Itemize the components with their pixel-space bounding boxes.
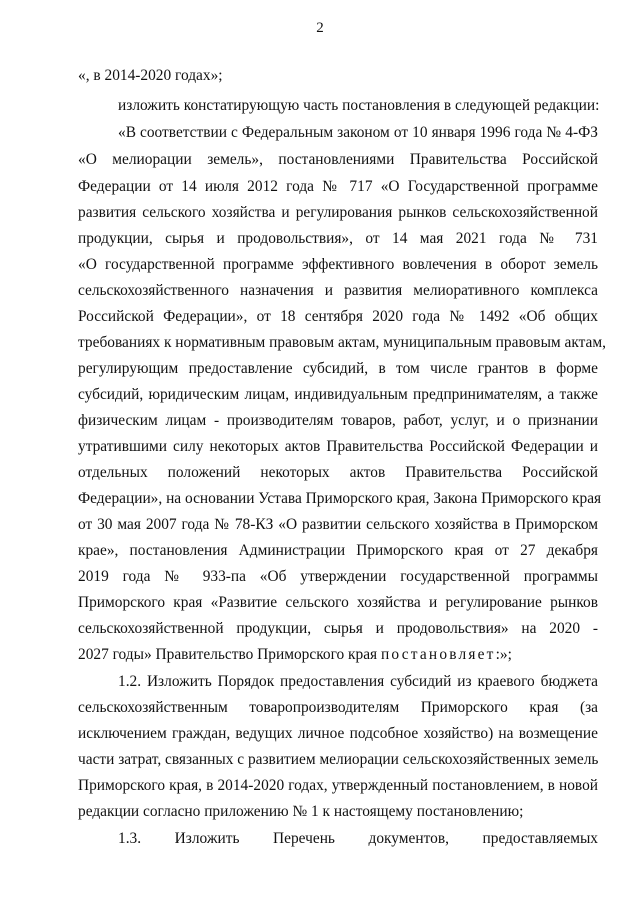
text-line-1: «, в 2014-2020 годах»; — [78, 67, 223, 84]
text-line-23 — [78, 646, 598, 664]
text-line-24: 1.2. Изложить Порядок предоставления субсидий из краевого бюджета — [118, 673, 598, 690]
text-line-14: физическим лицам - производителям товаров, работ, услуг, и о признании — [78, 412, 598, 429]
text-line-4: «О мелиорации земель», постановлениями Правительства Российской — [78, 151, 598, 168]
text-line-20: 2019 года № 933-па «Об утверждении государственной программы — [78, 568, 598, 585]
page-number: 2 — [316, 20, 324, 36]
text-line-13: субсидий, юридическим лицам, индивидуальным предпринимателям, а также — [78, 386, 598, 403]
text-line-28: Приморского края, в 2014-2020 годах, утвержденный постановлением, в новой — [78, 777, 598, 794]
text-line-7: продукции, сырья и продовольствия», от 14 мая 2021 года № 731 — [78, 230, 598, 247]
text-line-11: требованиях к нормативным правовым актам, муниципальным правовым актам, — [78, 334, 606, 351]
text-line-6: развития сельского хозяйства и регулирования рынков сельскохозяйственной — [78, 204, 598, 221]
text-line-16: отдельных положений некоторых актов Правительства Российской — [78, 464, 598, 481]
text-line-21: Приморского края «Развитие сельского хозяйства и регулирование рынков — [78, 594, 598, 611]
text-line-30: 1.3. Изложить Перечень документов, предоставляемых — [118, 830, 598, 847]
text-line-27: части затрат, связанных с развитием мелиорации сельскохозяйственных земель — [78, 751, 599, 768]
text-line-12: регулирующим предоставление субсидий, в том числе грантов в форме — [78, 360, 598, 377]
text-line-5: Федерации от 14 июля 2012 года № 717 «О Государственной программе — [78, 178, 598, 195]
text-line-25: сельскохозяйственным товаропроизводителям Приморского края (за — [78, 699, 598, 716]
text-line-17: Федерации», на основании Устава Приморского края, Закона Приморского края — [78, 490, 602, 507]
text-line-22: сельскохозяйственной продукции, сырья и продовольствия» на 2020 - — [78, 620, 598, 637]
text-line-23-tail: :»; — [495, 646, 512, 663]
text-line-29: редакции согласно приложению № 1 к настоящему постановлению; — [78, 803, 524, 820]
text-line-9: сельскохозяйственного назначения и развития мелиоративного комплекса — [78, 282, 598, 299]
spaced-resolution-word: постановляет — [381, 646, 496, 663]
text-line-18: от 30 мая 2007 года № 78-КЗ «О развитии сельского хозяйства в Приморском — [78, 516, 598, 533]
text-line-2: изложить констатирующую часть постановления в следующей редакции: — [118, 97, 600, 114]
text-line-15: утратившими силу некоторых актов Правительства Российской Федерации и — [78, 438, 598, 455]
text-line-23-main: 2027 годы» Правительство Приморского края — [78, 646, 378, 663]
text-line-3: «В соответствии с Федеральным законом от 10 января 1996 года № 4-ФЗ — [118, 124, 598, 141]
text-line-19: крае», постановления Администрации Приморского края от 27 декабря — [78, 542, 598, 559]
text-line-10: Российской Федерации», от 18 сентября 2020 года № 1492 «Об общих — [78, 308, 598, 325]
text-line-8: «О государственной программе эффективного вовлечения в оборот земель — [78, 256, 598, 273]
text-line-26: исключением граждан, ведущих личное подсобное хозяйство) на возмещение — [78, 725, 598, 742]
